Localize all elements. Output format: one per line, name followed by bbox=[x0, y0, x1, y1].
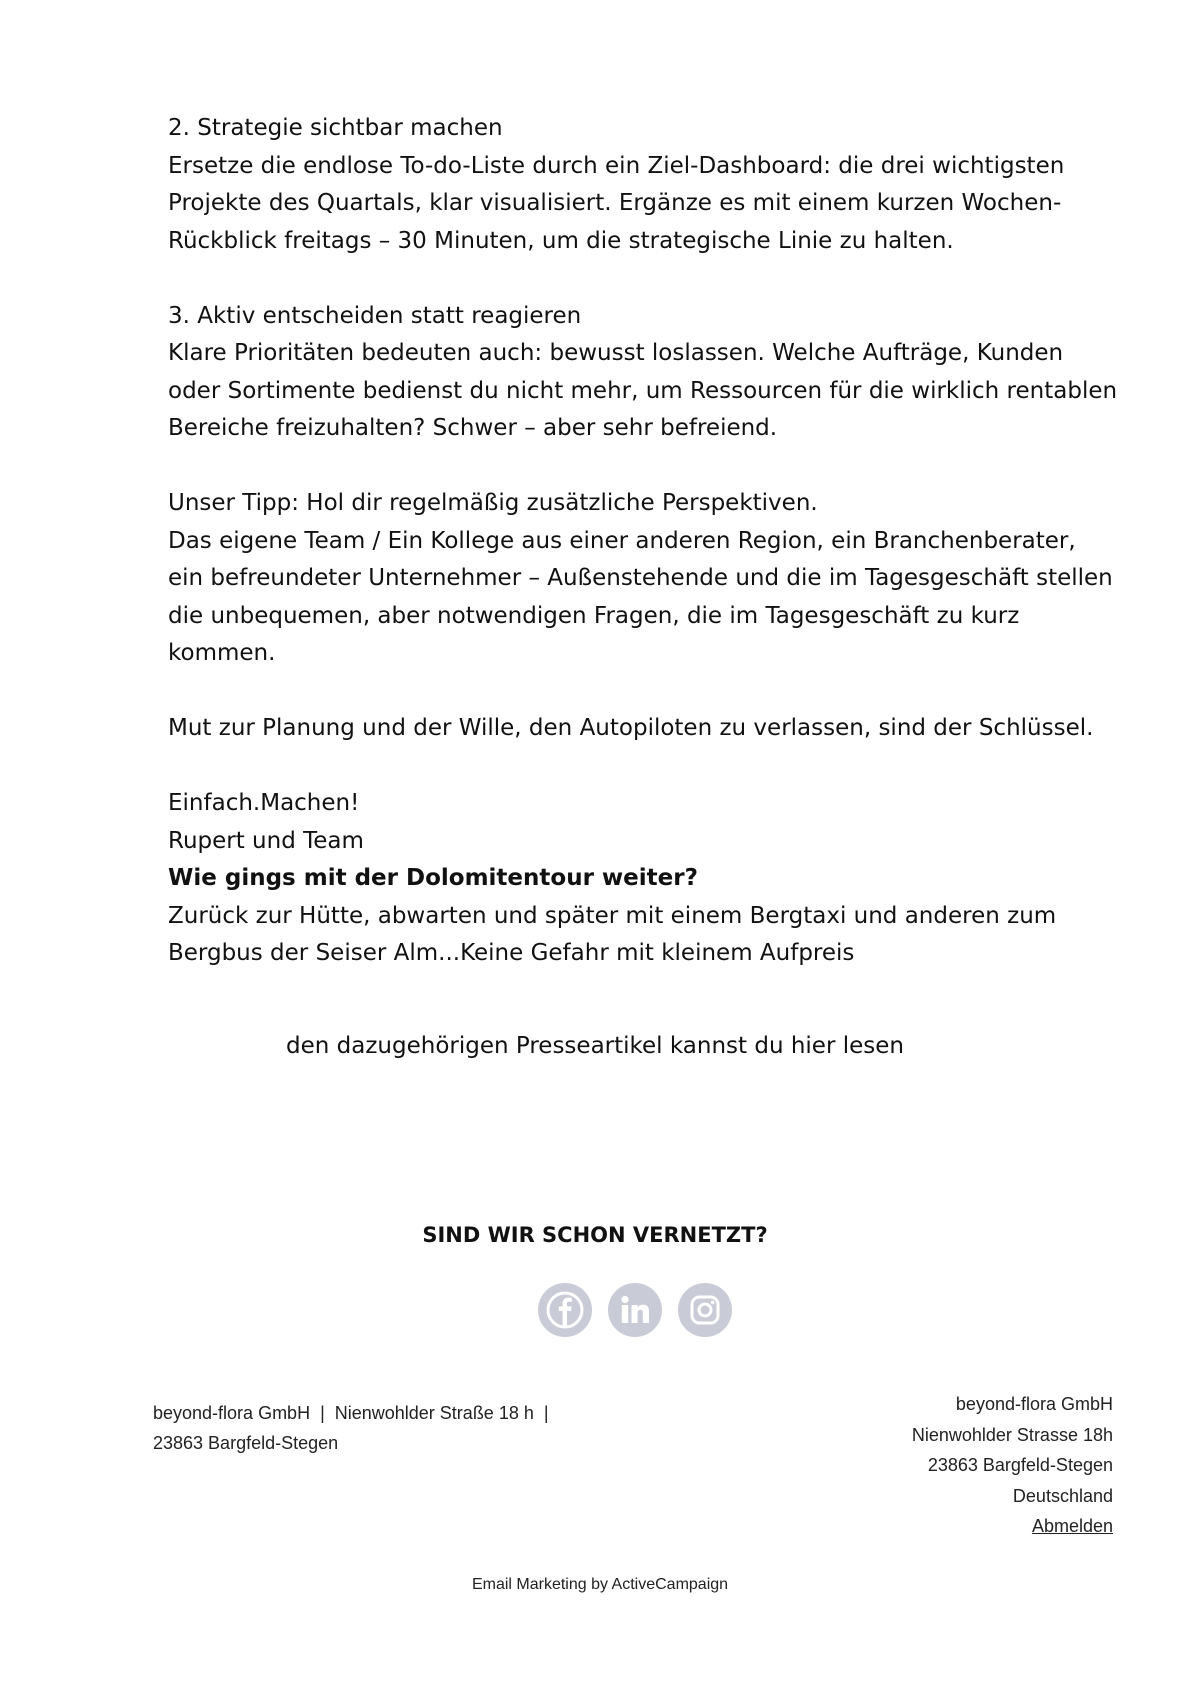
unsubscribe-link[interactable]: Abmelden bbox=[1031, 1516, 1113, 1536]
section-3-heading: 3. Aktiv entscheiden statt reagieren bbox=[168, 302, 582, 329]
section-3-body: Klare Prioritäten bedeuten auch: bewusst loslassen. Welche Aufträge, Kunden oder Sortimente bedienst du nicht mehr, um Ressourcen für die wirklich rentablen Bereiche freizuhalten? Schwer – aber sehr befreiend. bbox=[168, 340, 1118, 441]
dolomite-question: Wie gings mit der Dolomitentour weiter? bbox=[168, 865, 698, 891]
linkedin-icon bbox=[618, 1293, 652, 1327]
facebook-link[interactable] bbox=[538, 1283, 592, 1337]
powered-by[interactable]: Email Marketing by ActiveCampaign bbox=[471, 1576, 729, 1593]
dolomite-answer: Zurück zur Hütte, abwarten und später mit einem Bergtaxi und anderen zum Bergbus der Seiser Alm...Keine Gefahr mit kleinem Aufpreis bbox=[168, 902, 1057, 966]
tip-heading: Unser Tipp: Hol dir regelmäßig zusätzliche Perspektiven. bbox=[168, 490, 818, 516]
social-title: SIND WIR SCHON VERNETZT? bbox=[422, 1223, 768, 1247]
section-2-heading: 2. Strategie sichtbar machen bbox=[168, 115, 503, 141]
instagram-icon bbox=[688, 1293, 722, 1327]
footer-address-block bbox=[912, 1389, 1113, 1542]
footer-address-inline bbox=[153, 1398, 613, 1458]
footer-city: 23863 Bargfeld-Stegen bbox=[927, 1455, 1113, 1475]
press-article-link[interactable]: den dazugehörigen Presseartikel kannst du hier lesen bbox=[286, 1033, 904, 1059]
footer-country: Deutschland bbox=[1012, 1485, 1113, 1506]
section-2-body: Ersetze die endlose To-do-Liste durch ein Ziel-Dashboard: die drei wichtigsten Projekte des Quartals, klar visualisiert. Ergänze es mit einem kurzen Wochen-Rückblick freitags – 30 Minuten, um die strategische Linie zu halten. bbox=[168, 152, 1065, 254]
tip-body: Das eigene Team / Ein Kollege aus einer anderen Region, ein Branchenberater, ein befreundeter Unternehmer – Außenstehende und die im Tagesgeschäft stellen die unbequemen, aber notwendigen Fragen, die im Tagesgeschäft zu kurz kommen. bbox=[168, 527, 1113, 666]
social-icons bbox=[538, 1283, 732, 1337]
footer-address-line-2: 23863 Bargfeld-Stegen bbox=[153, 1433, 339, 1453]
footer-address-line-1: beyond-flora GmbH | Nienwohlder Straße 18 h | bbox=[153, 1403, 549, 1423]
footer-company: beyond-flora GmbH bbox=[955, 1394, 1113, 1414]
footer-street: Nienwohlder Strasse 18h bbox=[911, 1424, 1113, 1445]
facebook-icon bbox=[546, 1291, 584, 1329]
closing-statement: Mut zur Planung und der Wille, den Autopiloten zu verlassen, sind der Schlüssel. bbox=[168, 715, 1094, 741]
signoff-signature: Rupert und Team bbox=[168, 827, 364, 854]
instagram-link[interactable] bbox=[678, 1283, 732, 1337]
article-body bbox=[168, 110, 1118, 973]
press-article-link-row bbox=[0, 1033, 1190, 1059]
signoff-line: Einfach.Machen! bbox=[168, 790, 360, 816]
linkedin-link[interactable] bbox=[608, 1283, 662, 1337]
